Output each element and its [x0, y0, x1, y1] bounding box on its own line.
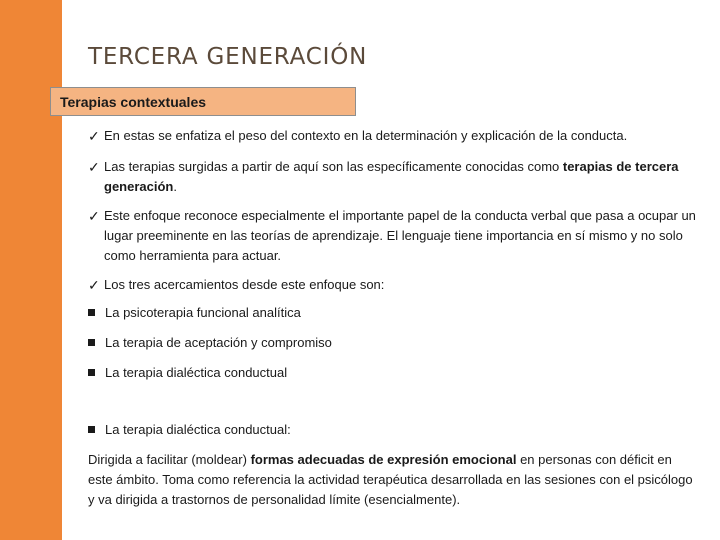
bullet-text-bold: terapias de tercera generación — [104, 159, 679, 194]
sub-item-text: La psicoterapia funcional analítica — [105, 305, 301, 320]
bullet-item-1 — [88, 126, 708, 146]
sub-item-text: La terapia de aceptación y compromiso — [105, 335, 332, 350]
checkmark-icon: ✓ — [88, 277, 100, 293]
square-bullet-icon — [88, 339, 95, 346]
slide-subtitle: Terapias contextuales — [60, 94, 207, 110]
bullet-text-post: . — [173, 179, 177, 194]
bullet-item-3 — [88, 206, 708, 266]
bullet-text: Este enfoque reconoce especialmente el importante papel de la conducta verbal que pasa a ocupar un lugar preeminente en las teorías de aprendizaje. El lenguaje tiene importancia en sí mismo y no solo como herramienta para actuar. — [104, 208, 696, 263]
checkmark-icon: ✓ — [88, 159, 100, 175]
bullet-text — [88, 157, 708, 197]
bullet-text-pre: Las terapias surgidas a partir de aquí son las específicamente conocidas como — [104, 159, 563, 174]
bullet-item-4 — [88, 275, 708, 295]
sub-item-3 — [88, 363, 708, 383]
slide-title: TERCERA GENERACIÓN — [88, 44, 368, 70]
description-paragraph — [88, 450, 698, 510]
square-bullet-icon — [88, 369, 95, 376]
highlight-item-text: La terapia dialéctica conductual: — [105, 422, 291, 437]
sidebar-accent-bar — [0, 0, 62, 540]
sub-item-1 — [88, 303, 708, 323]
paragraph-post: en personas con déficit en este ámbito. Toma como referencia la actividad terapéutica desarrollada en las sesiones con el psicólogo y va dirigida a trastornos de personalidad límite (esencialmente). — [88, 452, 693, 507]
paragraph-bold: formas adecuadas de expresión emocional — [250, 452, 517, 467]
highlight-item — [88, 420, 708, 440]
sub-item-2 — [88, 333, 708, 353]
checkmark-icon: ✓ — [88, 128, 100, 144]
subtitle-box — [50, 87, 356, 116]
bullet-text: Los tres acercamientos desde este enfoque son: — [104, 277, 385, 292]
sub-item-text: La terapia dialéctica conductual — [105, 365, 288, 380]
square-bullet-icon — [88, 309, 95, 316]
checkmark-icon: ✓ — [88, 208, 100, 224]
bullet-item-2 — [88, 157, 708, 197]
square-bullet-icon — [88, 426, 95, 433]
paragraph-pre: Dirigida a facilitar (moldear) — [88, 452, 251, 467]
bullet-text: En estas se enfatiza el peso del contexto en la determinación y explicación de la conducta. — [104, 128, 628, 143]
